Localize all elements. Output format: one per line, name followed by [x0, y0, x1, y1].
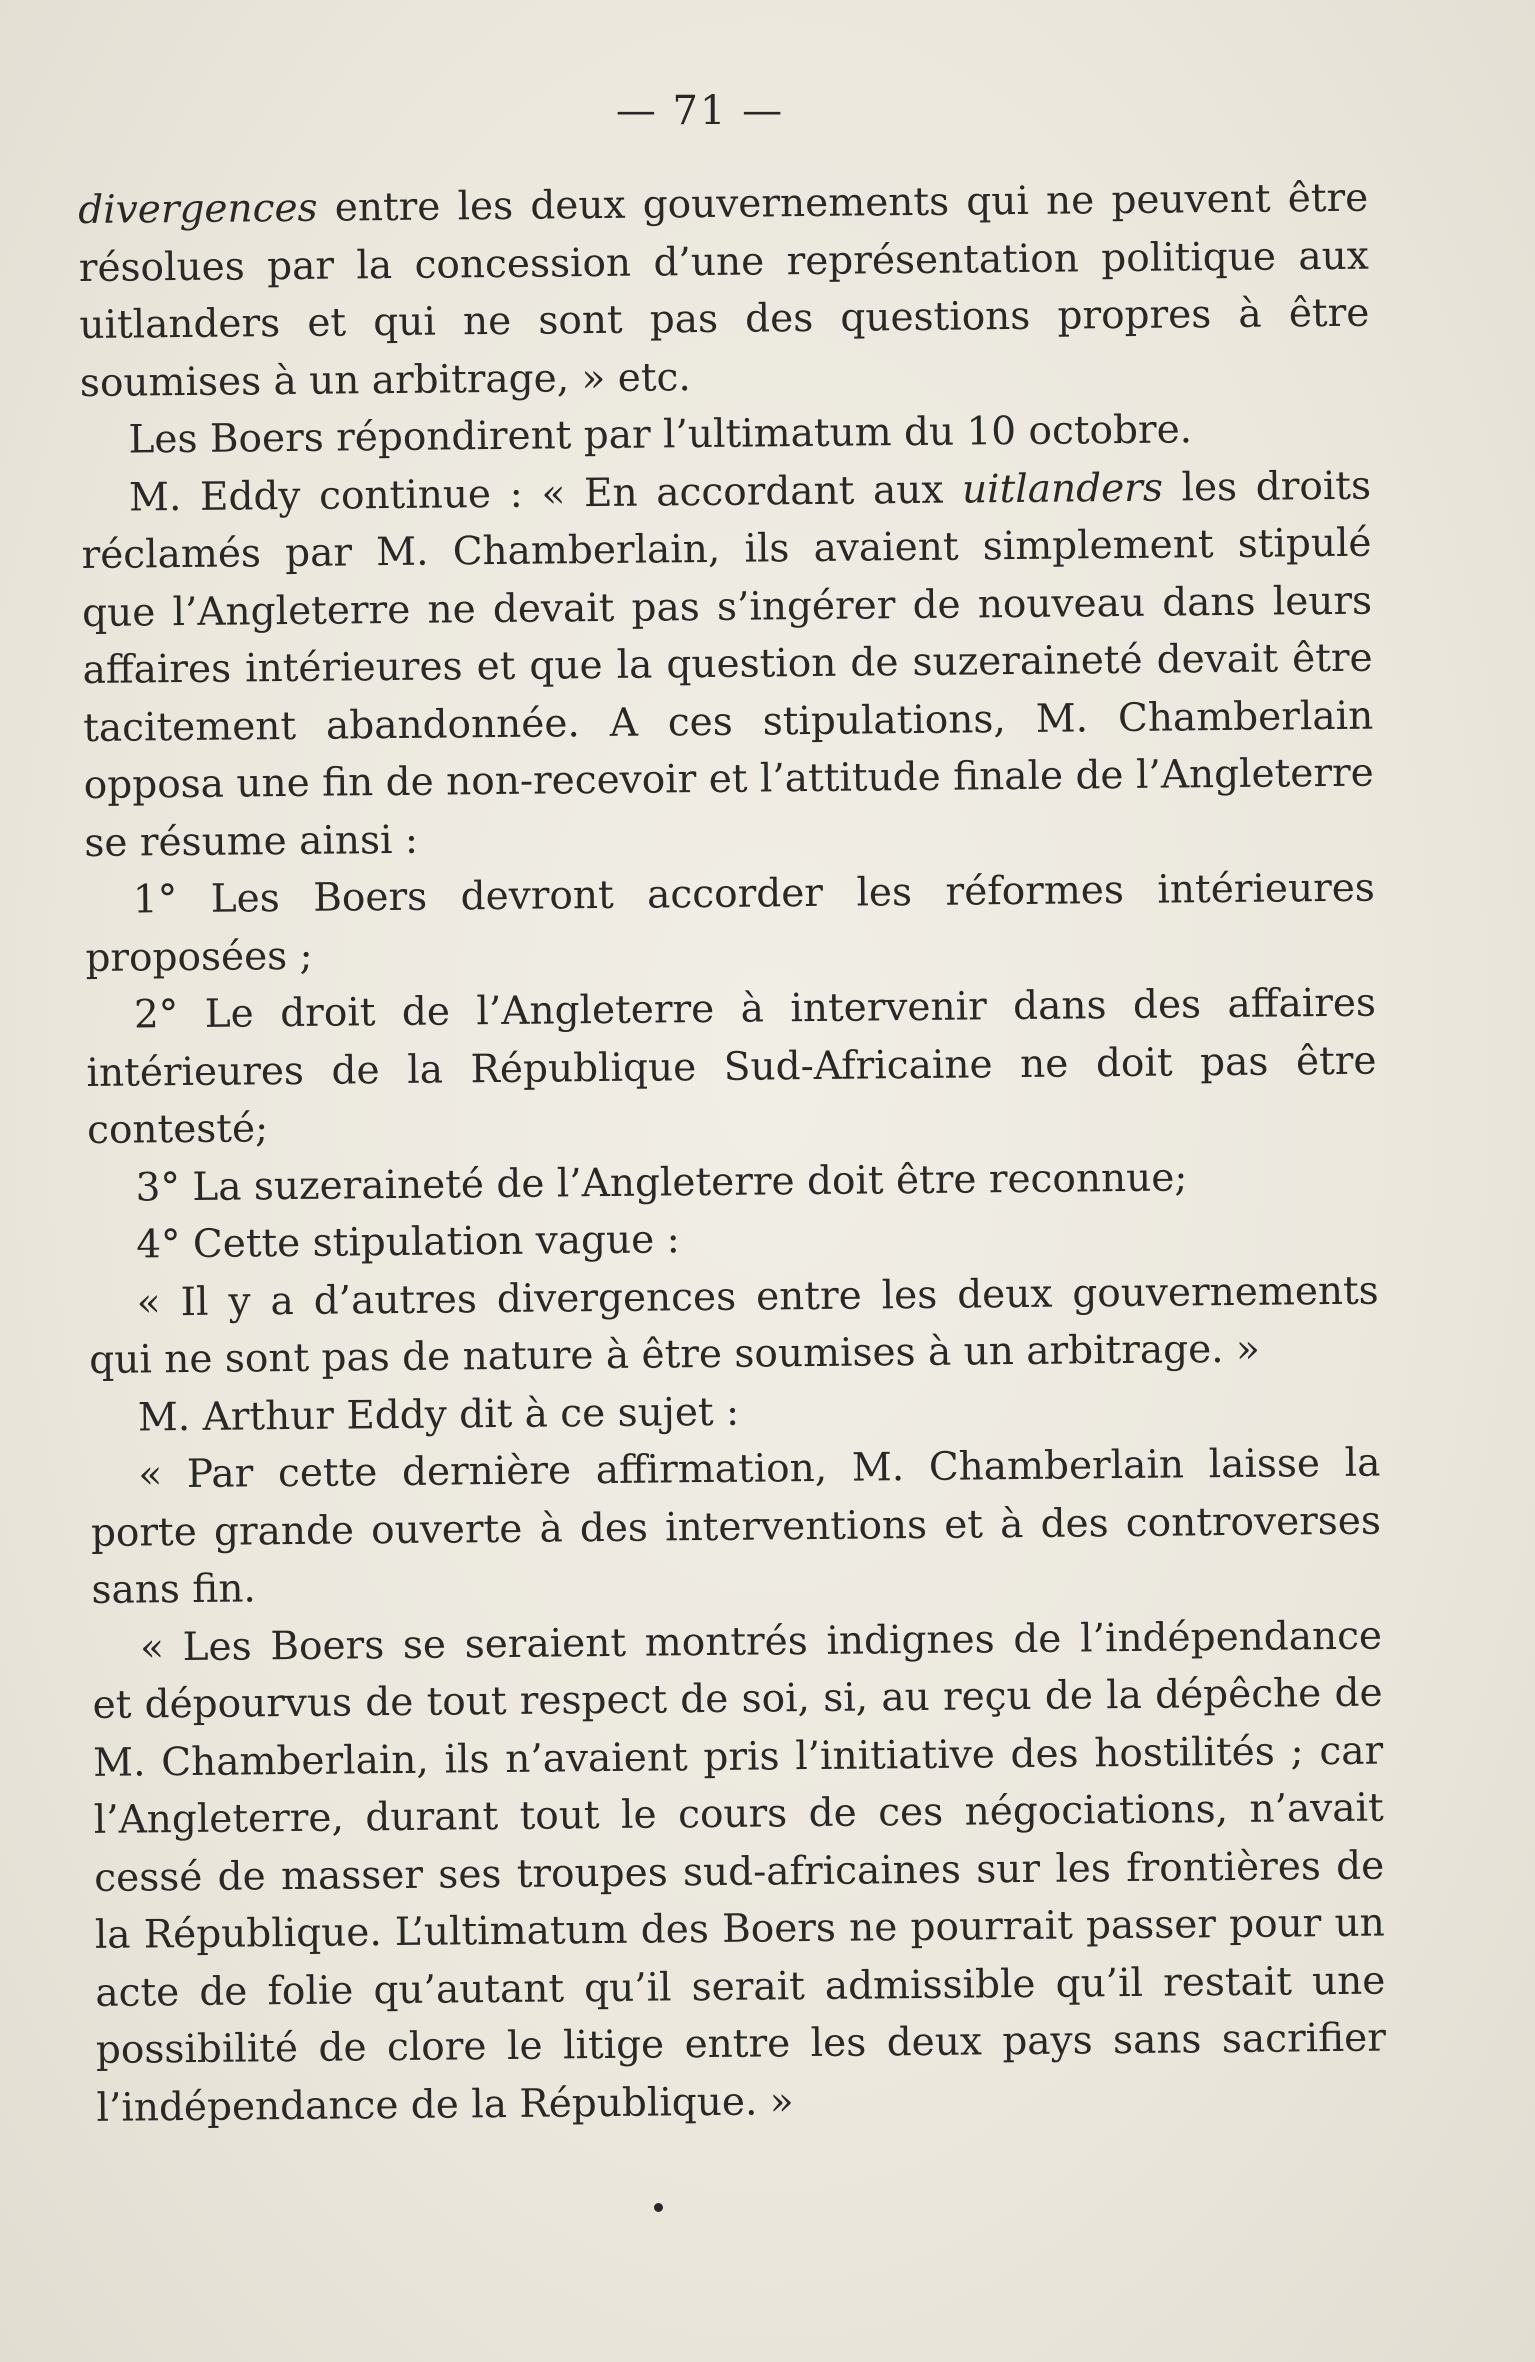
paragraph-text: entre les deux gouvernements qui ne peuvent être résolues par la concession d’une représentation politique aux uitlanders et qui ne sont pas des questions propres à être soumises à un arbitrage, » etc.	[78, 175, 1370, 406]
italic-word: divergences	[78, 185, 318, 233]
list-item: 4° Cette stipulation vague :	[135, 1217, 680, 1268]
list-item: 2° Le droit de l’Angleterre à intervenir dans des affaires intérieures de la République Sud-Africaine ne doit pas être contesté;	[86, 980, 1377, 1153]
quotation: « Par cette dernière affirmation, M. Chamberlain laisse la porte grande ouverte à des interventions et à des controverses sans fin.	[90, 1440, 1382, 1613]
paragraph-continued	[78, 170, 1370, 412]
list-item: 1° Les Boers devront accorder les réformes intérieures proposées ;	[85, 865, 1376, 981]
paragraph-text: les droits réclamés par M. Chamberlain, ils avaient simplement stipulé que l’Angleterre ne devait pas s’ingérer de nouveau dans leurs affaires intérieures et que la question de suzeraineté devait être tacitement abandonnée. A ces stipulations, M. Chamberlain opposa une fin de non-recevoir et l’attitude finale de l’Angleterre se résume ainsi :	[81, 463, 1374, 866]
footer-dot	[654, 2203, 663, 2212]
paragraph	[81, 457, 1375, 872]
paragraph: Les Boers répondirent par l’ultimatum du 10 octobre.	[128, 407, 1193, 463]
quotation: « Il y a d’autres divergences entre les deux gouvernements qui ne sont pas de nature à être soumises à un arbitrage. »	[89, 1268, 1379, 1383]
body-text	[78, 170, 1387, 2137]
page-number: — 71 —	[615, 88, 785, 134]
paragraph-text: M. Eddy continue : « En accordant aux	[128, 467, 963, 521]
quotation: « Les Boers se seraient montrés indignes de l’indépendance et dépourvus de tout respect de soi, si, au reçu de la dépêche de M. Chamberlain, ils n’avaient pris l’initiative des hostilités ; car l’Angleterre, durant tout le cours de ces négociations, n’avait cessé de masser ses troupes sud-africaines sur les frontières de la République. L’ultimatum des Boers ne pourrait passer pour un acte de folie qu’autant qu’il serait admissible qu’il restait une possibilité de clore le litige entre les deux pays sans sacrifier l’indépendance de la République. »	[92, 1613, 1387, 2131]
list-item: 3° La suzeraineté de l’Angleterre doit être reconnue;	[135, 1154, 1188, 1210]
paragraph: M. Arthur Eddy dit à ce sujet :	[137, 1389, 740, 1440]
italic-word: uitlanders	[961, 465, 1164, 513]
